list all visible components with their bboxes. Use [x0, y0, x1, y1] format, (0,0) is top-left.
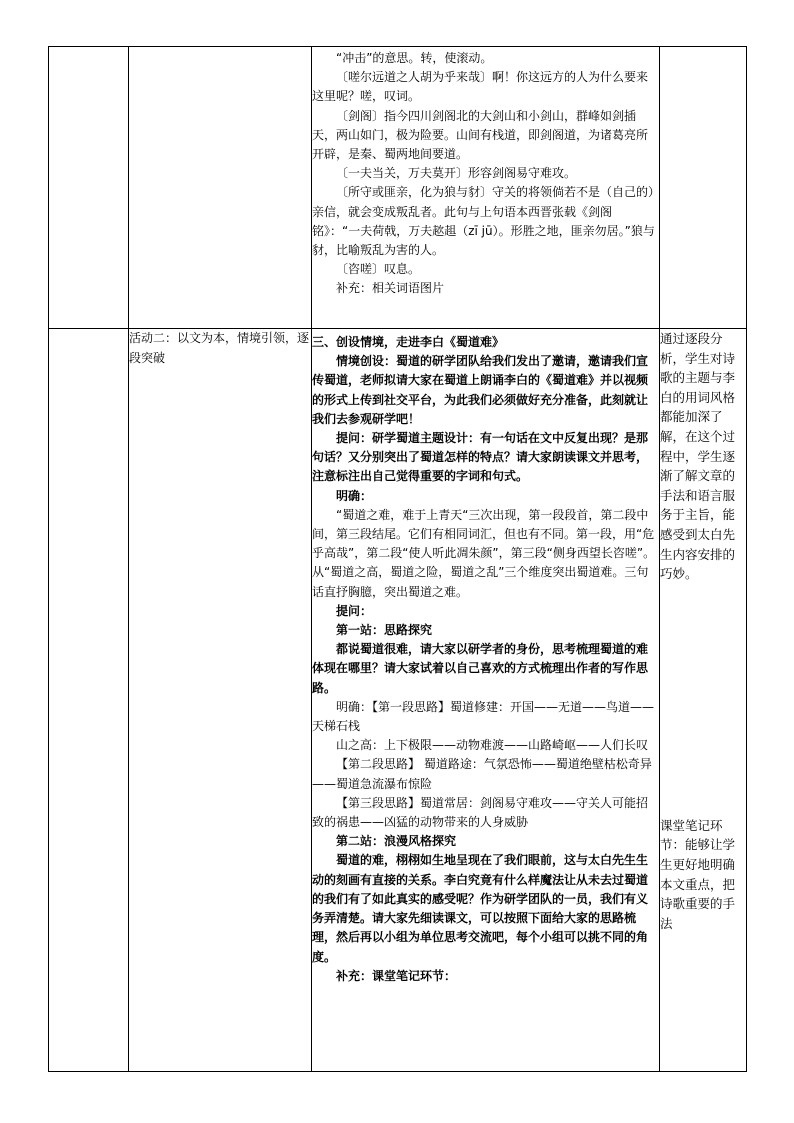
- empty-cell: [660, 47, 747, 329]
- annotation-line: 〔嗟尔远道之人胡为乎来哉〕啊！你这远方的人为什么要来这里呢？嗟，叹词。: [312, 70, 649, 104]
- activity-label: 活动二：以文为本，情境引领，逐段突破: [129, 329, 312, 1072]
- empty-cell: [49, 329, 129, 1072]
- annotation-line: 补充：相关词语图片: [336, 281, 445, 296]
- empty-cell: [49, 47, 129, 329]
- teaching-content-cell: [312, 329, 660, 1072]
- outline-paragraph: 山之高：上下极限——动物难渡——山路崎岖——人们长叹: [336, 738, 649, 753]
- section-title: 三、创设情境，走进李白《蜀道难》: [312, 335, 505, 349]
- supplement-text: 补充：课堂笔记环节：: [336, 968, 457, 983]
- station-text: 蜀道的难，栩栩如生地呈现在了我们眼前，这与太白先生生动的刻画有直接的关系。李白究竟有什么样魔法让从未去过蜀道的我们有了如此真实的感受呢？作为研学团队的一员，我们有义务弄清楚。请大家先细读课文，可以按照下面给大家的思路梳理，然后再以小组为单位思考交流吧，每个小组可以挑不同的角度。: [312, 853, 649, 964]
- outline-paragraph: 【第三段思路】蜀道常居：剑阁易守难攻——守关人可能招致的祸患——凶猛的动物带来的人身威胁: [312, 795, 649, 830]
- outline-paragraph: 【第二段思路】 蜀道路途：气氛恐怖——蜀道绝壁枯松奇异——蜀道急流瀑布惊险: [312, 757, 652, 791]
- design-note: 课堂笔记环节：能够让学生更好地明确本文重点，把诗歌重要的手法: [660, 817, 736, 931]
- station-text: 都说蜀道很难，请大家以研学者的身份，思考梳理蜀道的难体现在哪里？请大家试着以自己喜欢的方式梳理出作者的写作思路。: [312, 642, 649, 695]
- clarify-label: 明确：: [336, 488, 373, 503]
- clarify-text: “蜀道之难，难于上青天“三次出现，第一段段首，第二段中间，第三段结尾。它们有相同词汇，但也有不同。第一段，用“危乎高哉”，第二段“使人听此凋朱颜”，第三段“侧身西望长咨嗟”。从“蜀道之高，蜀道之险，蜀道之乱”三个维度突出蜀道难。三句话直抒胸臆，突出蜀道之难。: [312, 507, 656, 599]
- design-intent-cell: [660, 329, 747, 1072]
- lesson-plan-table: [48, 46, 747, 1072]
- table-row: [49, 329, 747, 1072]
- annotation-line: 〔所守或匪亲，化为狼与豺〕守关的将领倘若不是（自己的）亲信，就会变成叛乱者。此句与上句语本西晋张载《剑阁铭》：“一夫荷戟，万夫趑趄（zī jū）。形胜之地，匪亲勿居。”狼与豺，比喻叛乱为害的人。: [312, 185, 655, 258]
- design-note: 通过逐段分析，学生对诗歌的主题与李白的用词风格都能加深了解，在这个过程中，学生逐渐了解文章的手法和语言服务于主旨，能感受到太白先生内容安排的巧妙。: [660, 331, 736, 582]
- situation-text: 情境创设：蜀道的研学团队给我们发出了邀请，邀请我们宣传蜀道，老师拟请大家在蜀道上朗诵李白的《蜀道难》并以视频的形式上传到社交平台，为此我们必须做好充分准备，此刻就让我们去参观研学吧！: [312, 354, 649, 426]
- station-title: 第二站：浪漫风格探究: [336, 834, 457, 849]
- table-row: [49, 47, 747, 329]
- annotation-line: “冲击”的意思。转，使滚动。: [336, 51, 493, 65]
- annotation-cell: [312, 47, 660, 329]
- question-label: 提问：: [336, 603, 373, 618]
- station-title: 第一站：思路探究: [336, 623, 433, 638]
- question-text: 提问：研学蜀道主题设计：有一句话在文中反复出现？是那句话？又分别突出了蜀道怎样的特点？请大家朗读课文并思考，注意标注出自己觉得重要的字词和句式。: [312, 431, 649, 484]
- outline-paragraph: 明确：【第一段思路】蜀道修建：开国——无道——鸟道——天梯石栈: [312, 699, 655, 734]
- annotation-line: 〔咨嗟〕叹息。: [336, 262, 421, 277]
- annotation-line: 〔剑阁〕指今四川剑阁北的大剑山和小剑山，群峰如剑插天，两山如门，极为险要。山间有栈道，即剑阁道，为诸葛亮所开辟，是秦、蜀两地间要道。: [312, 108, 649, 162]
- empty-cell: [129, 47, 312, 329]
- annotation-line: 〔一夫当关，万夫莫开〕形容剑阁易守难攻。: [336, 166, 577, 181]
